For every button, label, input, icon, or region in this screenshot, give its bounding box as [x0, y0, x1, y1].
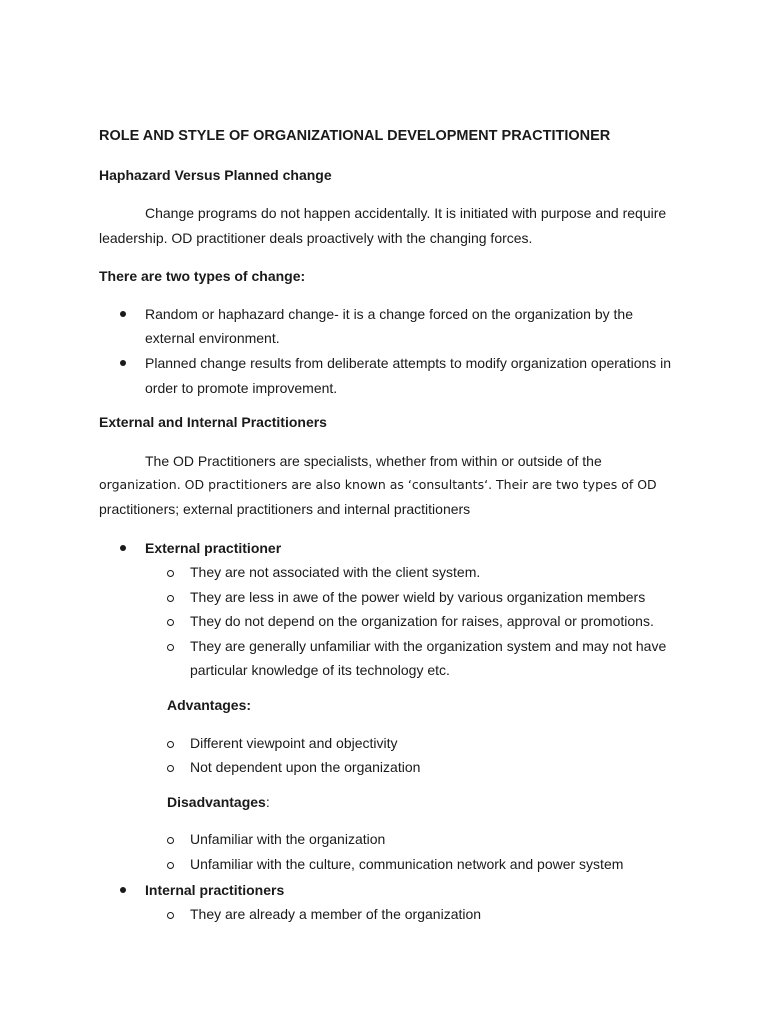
section-heading-haphazard: Haphazard Versus Planned change — [99, 167, 332, 183]
paragraph-line: practitioners; external practitioners and internal practitioners — [99, 501, 471, 517]
paragraph-line: The OD Practitioners are specialists, whether from within or outside of the — [145, 453, 602, 469]
list-item: Not dependent upon the organization — [190, 759, 421, 775]
sub-bullet-icon — [167, 837, 174, 844]
sub-bullet-icon — [167, 595, 174, 602]
sub-bullet-icon — [167, 862, 174, 869]
list-item: They are not associated with the client system. — [190, 564, 481, 580]
sub-bullet-icon — [167, 619, 174, 626]
list-item-continuation: particular knowledge of its technology etc. — [190, 662, 450, 678]
disadvantages-label: Disadvantages — [167, 794, 266, 810]
external-practitioner-heading: External practitioner — [145, 540, 282, 556]
list-item-continuation: order to promote improvement. — [145, 380, 338, 396]
list-item: They do not depend on the organization for raises, approval or promotions. — [190, 613, 654, 629]
list-item: Different viewpoint and objectivity — [190, 735, 398, 751]
list-item: They are already a member of the organization — [190, 906, 482, 922]
list-item-continuation: external environment. — [145, 330, 280, 346]
bullet-icon — [120, 887, 126, 893]
internal-practitioners-heading: Internal practitioners — [145, 882, 285, 898]
list-item: Random or haphazard change- it is a change forced on the organization by the — [145, 306, 633, 322]
section-heading-practitioners: External and Internal Practitioners — [99, 414, 327, 430]
advantages-label: Advantages: — [167, 697, 252, 713]
list-item: They are less in awe of the power wield by various organization members — [190, 589, 646, 605]
sub-bullet-icon — [167, 741, 174, 748]
list-item: Unfamiliar with the organization — [190, 831, 386, 847]
paragraph-line: Change programs do not happen accidentally. It is initiated with purpose and require — [145, 205, 667, 221]
section-heading-types: There are two types of change: — [99, 268, 306, 284]
sub-bullet-icon — [167, 570, 174, 577]
bullet-icon — [120, 545, 126, 551]
bullet-icon — [120, 311, 126, 317]
disadvantages-colon: : — [265, 794, 270, 810]
list-item: They are generally unfamiliar with the organization system and may not have — [190, 638, 667, 654]
sub-bullet-icon — [167, 644, 174, 651]
list-item: Planned change results from deliberate attempts to modify organization operations in — [145, 355, 672, 371]
paragraph-line: organization. OD practitioners are also known as ‘consultants‘. Their are two types of OD — [99, 477, 657, 492]
bullet-icon — [120, 360, 126, 366]
sub-bullet-icon — [167, 765, 174, 772]
document-title: ROLE AND STYLE OF ORGANIZATIONAL DEVELOPMENT PRACTITIONER — [99, 128, 611, 144]
disadvantages-label-line — [167, 793, 270, 811]
sub-bullet-icon — [167, 912, 174, 919]
paragraph-line: leadership. OD practitioner deals proactively with the changing forces. — [99, 230, 533, 246]
list-item: Unfamiliar with the culture, communication network and power system — [190, 856, 624, 872]
